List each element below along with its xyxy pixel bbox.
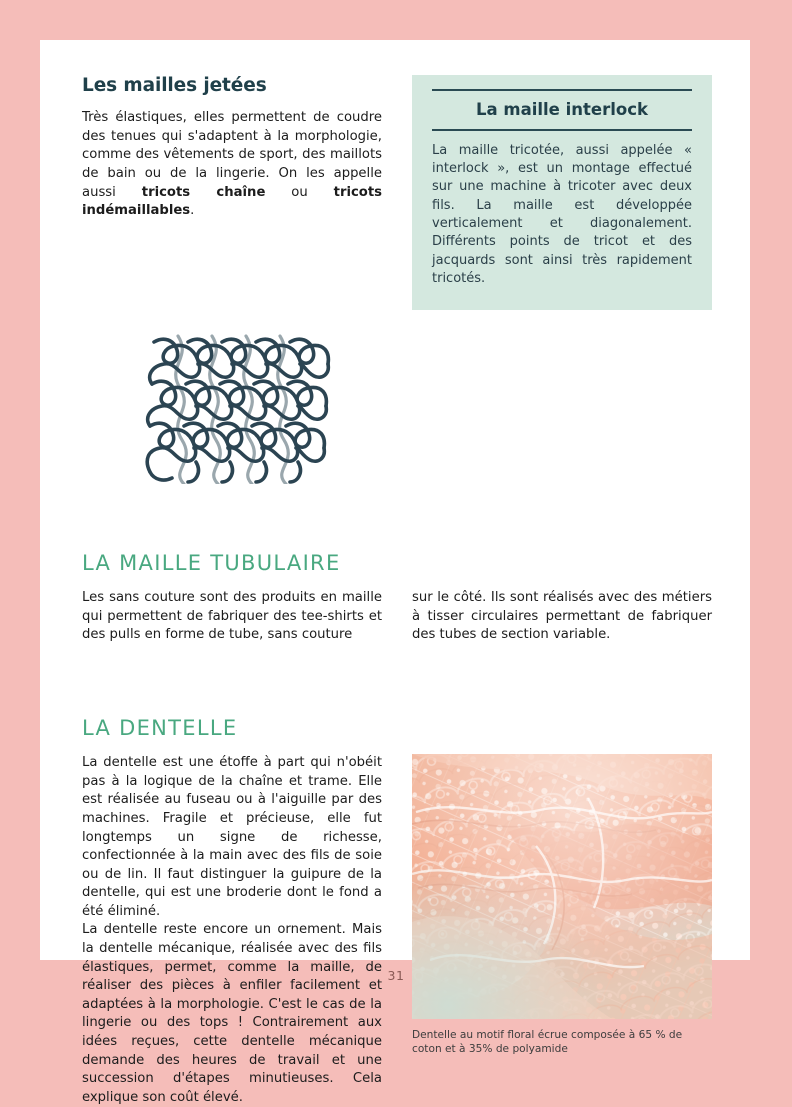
intro-column xyxy=(82,75,382,221)
dentelle-paragraph-1: La dentelle est une étoffe à part qui n'obéit pas à la logique de la chaîne et trame. Elle est réalisée au fuseau ou à l'aiguille par des machines. Fragile et précieuse, elle fut longtemps un signe de richesse, confectionnée à la main avec des fils de soie ou de lin. Il faut distinguer la guipure de la dentelle, qui est une broderie dont le fond a été éliminé. xyxy=(82,755,382,919)
warp-knit-svg xyxy=(144,332,334,484)
tubulaire-column-2: sur le côté. Ils sont réalisés avec des métiers à tisser circulaires permettant de fabriquer des tubes de section variable. xyxy=(412,590,712,643)
section-la-dentelle xyxy=(82,717,712,1107)
dentelle-paragraph-2: La dentelle reste encore un ornement. Mais la dentelle mécanique, réalisée avec des fils élastiques, permet, comme la maille, de réaliser des pièces à enfiler facilement et adaptées à la morphologie. C'est le cas de la lingerie ou des tops ! Contrairement aux idées reçues, cette dentelle mécanique demande des heures de travail et une succession d'étapes minutieuses. Cela explique son coût élevé. xyxy=(82,922,382,1105)
callout-title: La maille interlock xyxy=(476,100,648,119)
intro-row xyxy=(82,75,712,310)
section-maille-tubulaire xyxy=(82,552,712,645)
callout-body: La maille tricotée, aussi appelée « interlock », est un montage effectué sur une machine à tricoter avec deux fils. La maille est développée verticalement et diagonalement. Différents points de tricot et des jacquards sont ainsi très rapidement tricotés. xyxy=(432,142,692,286)
knit-loops xyxy=(147,339,328,482)
tubulaire-column-1: Les sans couture sont des produits en maille qui permettent de fabriquer des tee-shirts et des pulls en forme de tube, sans couture xyxy=(82,590,382,643)
page-content xyxy=(82,75,712,1107)
intro-text-part-3: . xyxy=(190,203,195,219)
tubulaire-columns xyxy=(82,589,712,645)
intro-text-part-2: ou xyxy=(265,184,334,200)
dentelle-row xyxy=(82,754,712,1107)
page-number: 31 xyxy=(387,968,405,983)
page-title: Les mailles jetées xyxy=(82,75,267,96)
intro-text-part-1: Très élastiques, elles permettent de coudre des tenues qui s'adaptent à la morphologie, comme des vêtements de sport, des maillots de bain ou de la lingerie. On les appelle aussi xyxy=(82,110,382,200)
dentelle-media-column xyxy=(412,754,712,1056)
interlock-callout-box xyxy=(412,75,712,310)
intro-bold-tricots-chaine: tricots chaîne xyxy=(141,184,266,200)
intro-paragraph xyxy=(82,109,382,221)
callout-rule-bottom xyxy=(432,129,692,131)
lace-photo-caption: Dentelle au motif floral écrue composée à 65 % de coton et à 35% de polyamide xyxy=(412,1029,683,1056)
intro-bold-tricots-indemaillables: tricots indémaillables xyxy=(82,184,382,219)
section-title-tubulaire: LA MAILLE TUBULAIRE xyxy=(82,551,341,576)
section-title-dentelle: LA DENTELLE xyxy=(82,716,238,741)
callout-column xyxy=(412,75,712,310)
warp-knit-diagram xyxy=(144,332,334,484)
dentelle-text-column xyxy=(82,754,382,1107)
